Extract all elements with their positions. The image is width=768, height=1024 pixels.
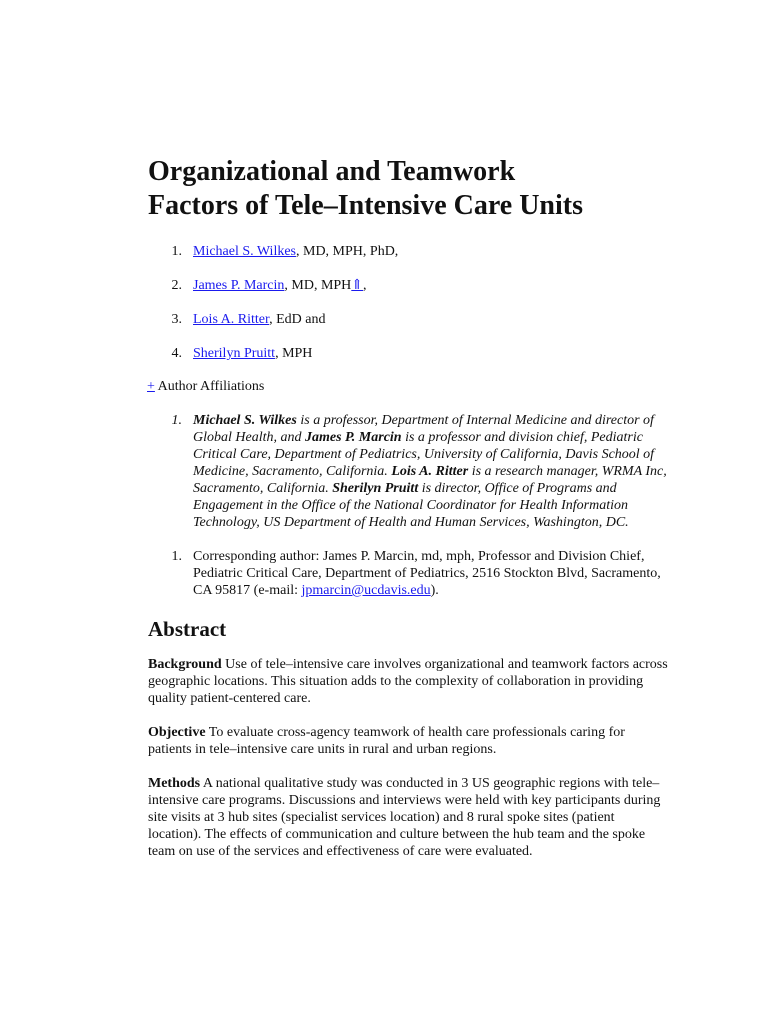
author-link-marcin[interactable]: James P. Marcin bbox=[193, 278, 285, 293]
affiliation-item bbox=[148, 412, 668, 531]
list-number: 4. bbox=[171, 346, 182, 361]
author-item bbox=[148, 243, 668, 260]
author-entry bbox=[193, 311, 325, 328]
corresponding-author-note bbox=[148, 548, 668, 599]
author-item bbox=[148, 345, 668, 362]
section-text: Use of tele–intensive care involves organizational and teamwork factors across geographic locations. This situation adds to the complexity of collaboration in providing quality patient-centered care. bbox=[148, 657, 668, 706]
abstract-methods bbox=[148, 775, 668, 860]
list-number: 1. bbox=[171, 244, 182, 259]
author-credentials: , MPH bbox=[275, 346, 313, 361]
author-link-pruitt[interactable]: Sherilyn Pruitt bbox=[193, 346, 276, 361]
author-entry bbox=[193, 345, 312, 362]
section-label: Objective bbox=[148, 725, 206, 740]
corresponding-details: Corresponding author: James P. Marcin, md, mph, Professor and Division Chief, Pediatric Critical Care, Department of Pediatrics, 2516 Stockton Blvd, Sacramento, CA 95817 (e-mail: bbox=[193, 549, 661, 598]
author-affiliations-toggle bbox=[147, 378, 668, 395]
affiliation-description: is a research manager, WRMA Inc, Sacramento, California. bbox=[193, 464, 667, 496]
expand-affiliations-icon[interactable]: + bbox=[147, 379, 155, 394]
affiliation-name: Lois A. Ritter bbox=[391, 464, 469, 479]
author-link-wilkes[interactable]: Michael S. Wilkes bbox=[193, 244, 296, 259]
affiliation-text bbox=[193, 412, 668, 531]
affiliation-name: James P. Marcin bbox=[305, 430, 402, 445]
section-label: Methods bbox=[148, 776, 201, 791]
abstract-objective bbox=[148, 724, 668, 758]
list-number: 1. bbox=[171, 549, 182, 564]
author-item bbox=[148, 311, 668, 328]
article-title bbox=[148, 155, 668, 223]
author-item bbox=[148, 277, 668, 294]
affiliation-description: is a professor, Department of Internal Medicine and director of Global Health, and bbox=[193, 413, 654, 445]
author-list bbox=[148, 243, 668, 362]
author-credentials: , MD, MPH, PhD, bbox=[296, 244, 399, 259]
title-line-1: Organizational and Teamwork bbox=[148, 156, 516, 187]
affiliation-name: Michael S. Wilkes bbox=[193, 413, 297, 428]
abstract-background bbox=[148, 656, 668, 707]
author-credentials: , MD, MPH bbox=[284, 278, 352, 293]
author-credentials: , EdD and bbox=[269, 312, 326, 327]
author-link-ritter[interactable]: Lois A. Ritter bbox=[193, 312, 270, 327]
section-text: A national qualitative study was conducted in 3 US geographic regions with tele–intensive care programs. Discussions and interviews were held with key participants during site visits at 3 hub sites (specialist services location) and 8 rural spoke sites (patient location). The effects of communication and culture between the hub team and the spoke team on use of the services and effectiveness of care were evaluated. bbox=[148, 776, 661, 859]
affiliation-name: Sherilyn Pruitt bbox=[332, 481, 419, 496]
list-number: 1. bbox=[171, 413, 182, 428]
title-line-2: Factors of Tele–Intensive Care Units bbox=[148, 190, 583, 221]
corresponding-author-marker-icon[interactable]: ⇑ bbox=[351, 278, 364, 293]
author-suffix: , bbox=[363, 278, 367, 293]
email-link[interactable]: jpmarcin@ucdavis.edu bbox=[301, 583, 431, 598]
section-label: Background bbox=[148, 657, 222, 672]
author-entry bbox=[193, 277, 367, 294]
article bbox=[148, 155, 668, 877]
section-text: To evaluate cross-agency teamwork of health care professionals caring for patients in tele–intensive care units in rural and urban regions. bbox=[148, 725, 625, 757]
affiliations-label: Author Affiliations bbox=[154, 379, 265, 394]
author-entry bbox=[193, 243, 398, 260]
affiliation-description: is a professor and division chief, Pediatric Critical Care, Department of Pediatrics, University of California, Davis School of Medicine, Sacramento, California. bbox=[193, 430, 655, 479]
corresponding-text bbox=[193, 548, 668, 599]
affiliation-description: is director, Office of Programs and Engagement in the Office of the National Coordinator for Health Information Technology, US Department of Health and Human Services, Washington, DC. bbox=[193, 481, 629, 530]
abstract-heading: Abstract bbox=[148, 617, 227, 641]
corresponding-end: ). bbox=[430, 583, 439, 598]
list-number: 3. bbox=[171, 312, 182, 327]
list-number: 2. bbox=[171, 278, 182, 293]
